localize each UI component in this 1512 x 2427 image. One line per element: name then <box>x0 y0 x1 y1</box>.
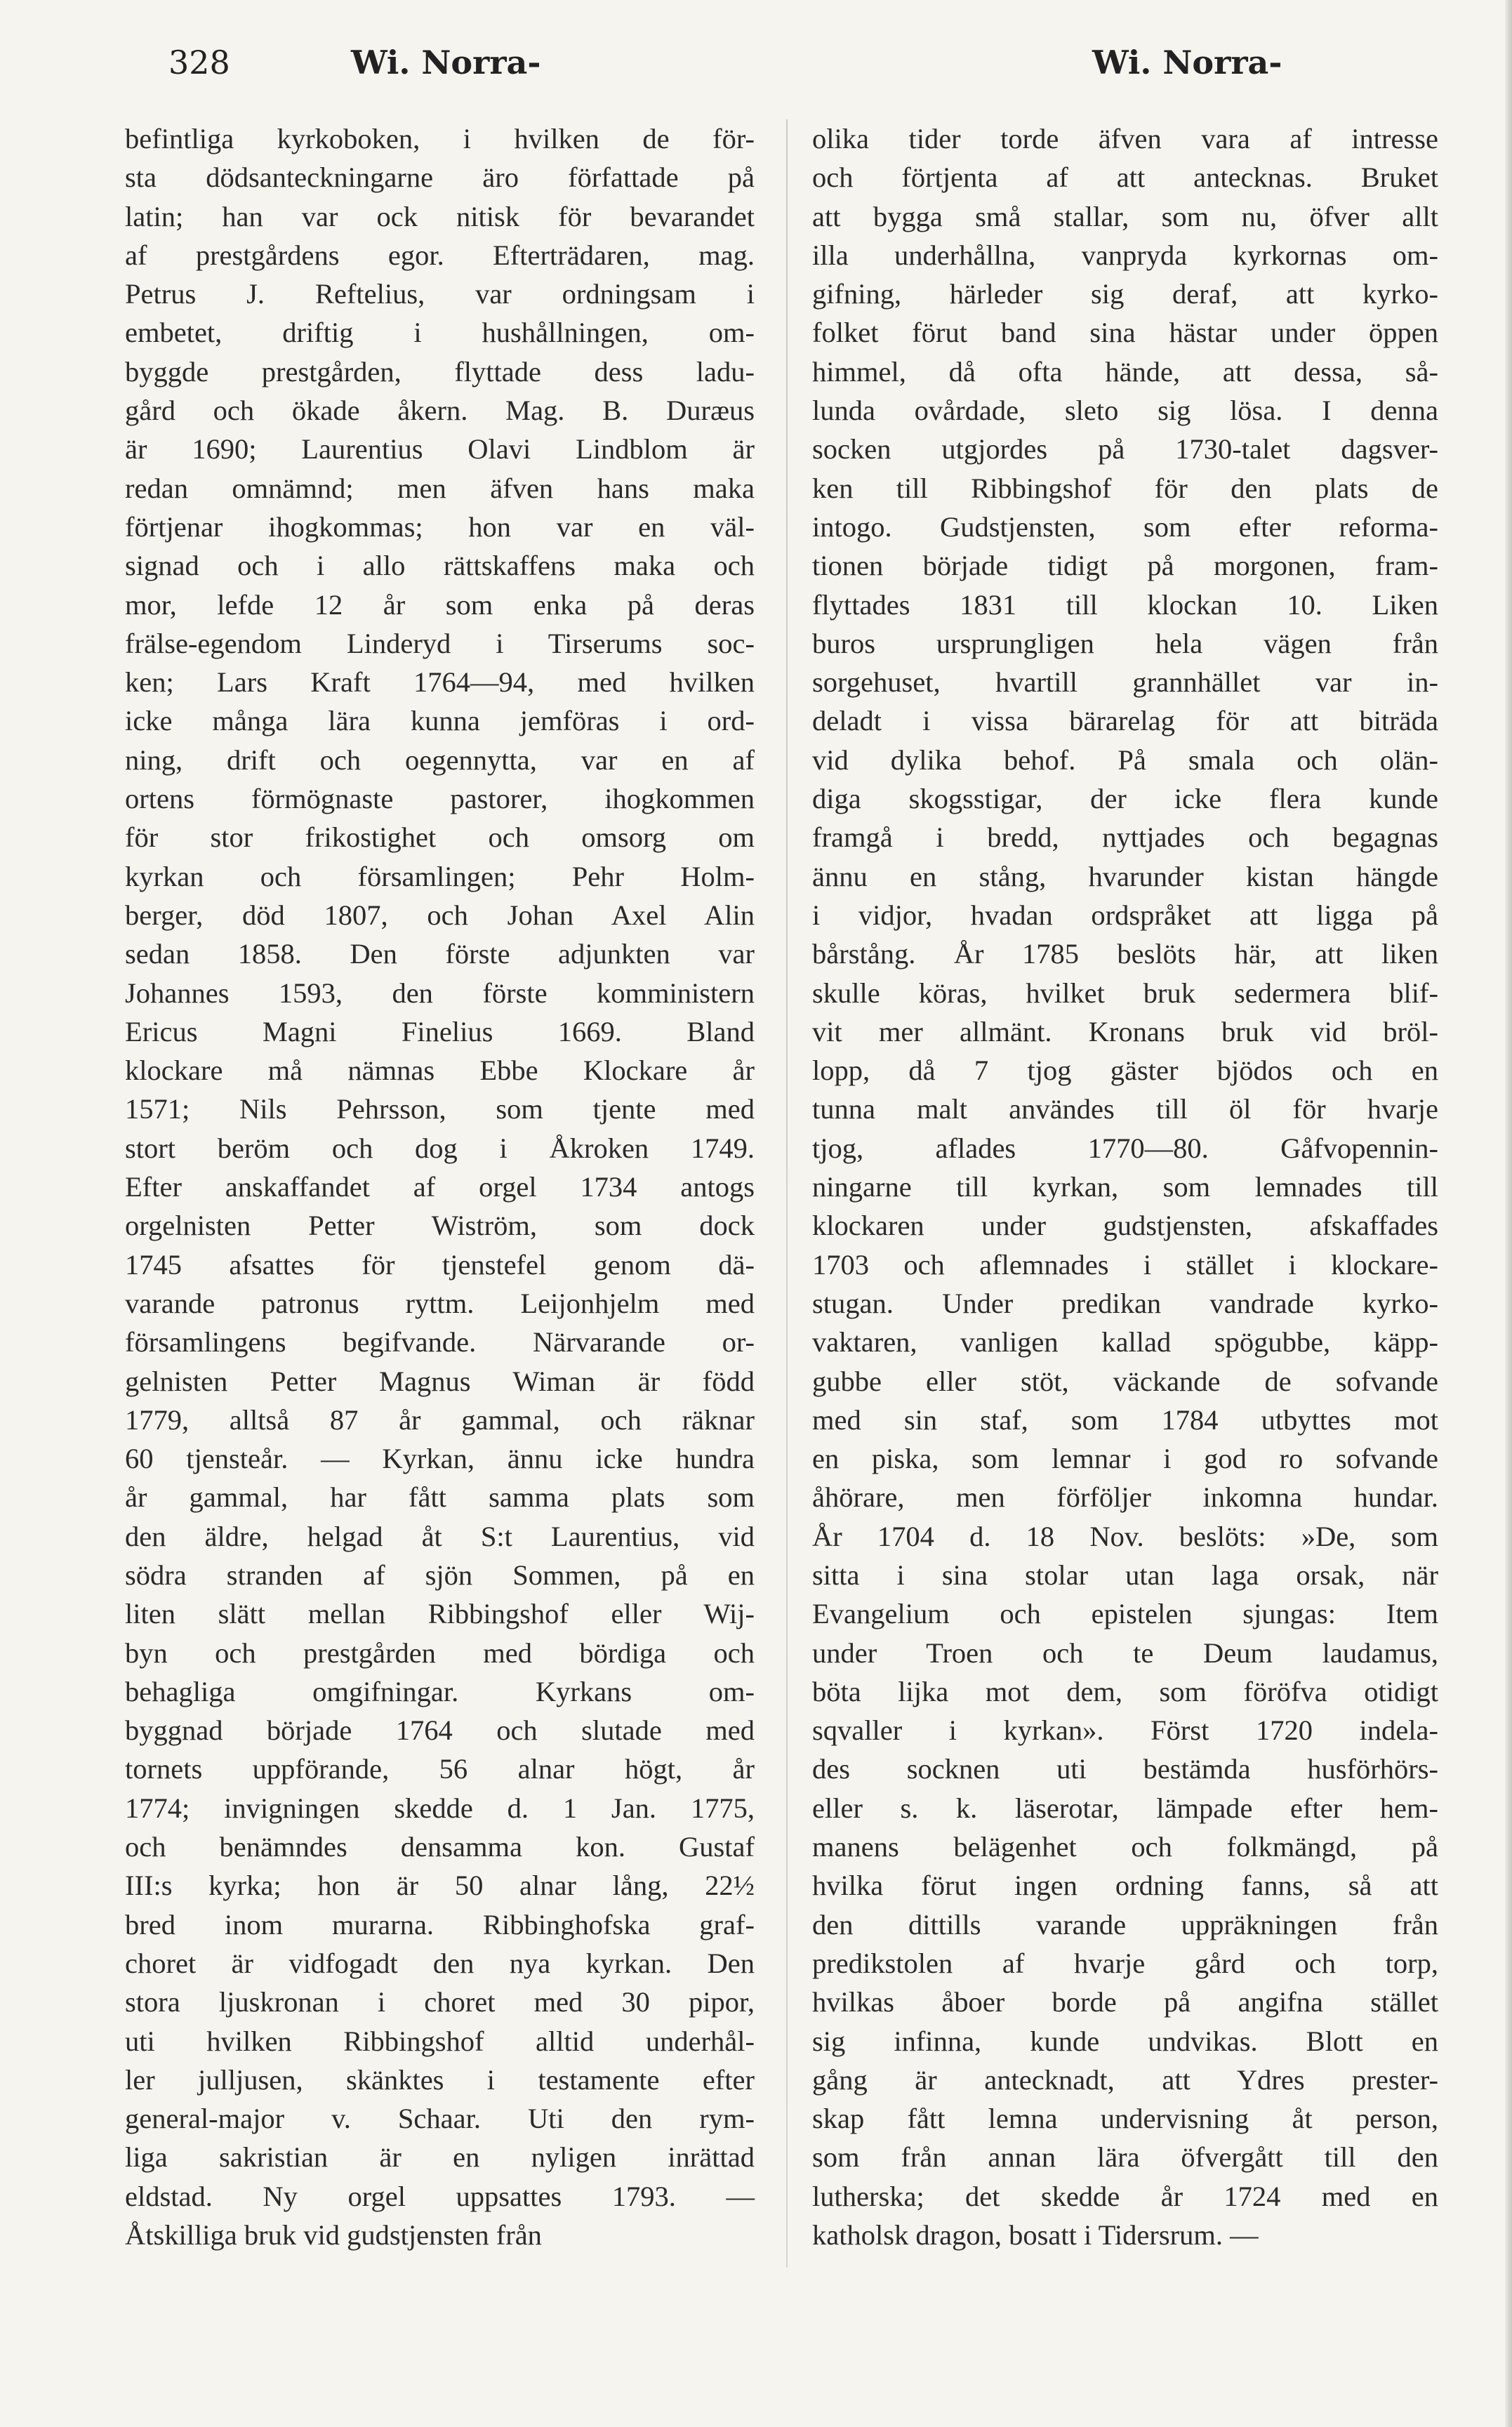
text-line: Evangelium och epistelen sjungas: Item <box>812 1598 1438 1630</box>
text-line: gifning, härleder sig deraf, att kyrko- <box>812 278 1438 310</box>
text-line: intogo. Gudstjensten, som efter reforma- <box>812 510 1438 543</box>
text-line: 1571; Nils Pehrsson, som tjente med <box>125 1093 755 1125</box>
text-line: under Troen och te Deum laudamus, <box>812 1636 1438 1669</box>
text-line: sqvaller i kyrkan». Först 1720 indela- <box>812 1714 1438 1747</box>
text-line: bred inom murarna. Ribbinghofska graf- <box>125 1908 755 1940</box>
text-line: och förtjenta af att antecknas. Bruket <box>812 161 1438 194</box>
text-line: lunda ovårdade, sleto sig lösa. I denna <box>812 395 1438 427</box>
text-line: tionen började tidigt på morgonen, fram- <box>812 550 1438 582</box>
text-line: sorgehuset, hvartill grannhället var in- <box>812 666 1438 699</box>
column-divider <box>786 119 788 2268</box>
text-line: för stor frikostighet och omsorg om <box>125 821 755 854</box>
text-line: olika tider torde äfven vara af intresse <box>812 123 1438 154</box>
text-line: sedan 1858. Den förste adjunkten var <box>125 938 755 970</box>
running-title-left: Wi. Norra- <box>351 44 541 81</box>
text-line: ken till Ribbingshof för den plats de <box>812 472 1438 504</box>
text-line: Åtskilliga bruk vid gudstjensten från <box>125 2219 542 2251</box>
text-line: stora ljuskronan i choret med 30 pipor, <box>125 1986 755 2018</box>
text-line: den dittills varande uppräkningen från <box>812 1908 1438 1940</box>
text-line: ännu en stång, hvarunder kistan hängde <box>812 860 1438 892</box>
text-line: som från annan lära öfvergått till den <box>812 2141 1438 2174</box>
text-line: vid dylika behof. På smala och olän- <box>812 743 1438 776</box>
text-line: folket förut band sina hästar under öppen <box>812 317 1438 349</box>
text-line: ken; Lars Kraft 1764—94, med hvilken <box>125 666 755 699</box>
text-line: general-major v. Schaar. Uti den rym- <box>125 2103 755 2135</box>
text-line: gelnisten Petter Magnus Wiman är född <box>125 1365 755 1397</box>
text-line: åhörare, men förföljer inkomna hundar. <box>812 1481 1438 1514</box>
text-line: år gammal, har fått samma plats som <box>125 1481 755 1514</box>
text-line: skulle köras, hvilket bruk sedermera blif- <box>812 977 1438 1009</box>
text-line: den äldre, helgad åt S:t Laurentius, vid <box>125 1520 755 1552</box>
text-line: sitta i sina stolar utan laga orsak, när <box>812 1559 1438 1591</box>
text-line: byggnad började 1764 och slutade med <box>125 1714 755 1747</box>
text-line: liga sakristian är en nyligen inrättad <box>125 2141 755 2174</box>
text-line: lutherska; det skedde år 1724 med en <box>812 2180 1438 2212</box>
text-line: choret är vidfogadt den nya kyrkan. Den <box>125 1947 755 1979</box>
text-line: ler julljusen, skänktes i testamente efter <box>125 2063 755 2096</box>
text-line: behagliga omgifningar. Kyrkans om- <box>125 1675 755 1707</box>
text-line: vit mer allmänt. Kronans bruk vid bröl- <box>812 1015 1438 1047</box>
text-line: latin; han var ock nitisk för bevarandet <box>125 200 755 232</box>
text-line: eller s. k. läserotar, lämpade efter hem- <box>812 1792 1438 1824</box>
text-line: Johannes 1593, den förste komministern <box>125 977 755 1009</box>
text-line: skap fått lemna undervisning åt person, <box>812 2103 1438 2135</box>
text-line: är 1690; Laurentius Olavi Lindblom är <box>125 433 755 465</box>
text-line: 1774; invigningen skedde d. 1 Jan. 1775, <box>125 1792 755 1824</box>
text-line: liten slätt mellan Ribbingshof eller Wij- <box>125 1598 755 1630</box>
text-line: befintliga kyrkoboken, i hvilken de för- <box>125 123 755 154</box>
text-line: af prestgårdens egor. Efterträdaren, mag. <box>125 239 755 271</box>
text-line: 60 tjensteår. — Kyrkan, ännu icke hundra <box>125 1443 755 1475</box>
text-line: klockare må nämnas Ebbe Klockare år <box>125 1054 755 1087</box>
text-line: ningarne till kyrkan, som lemnades till <box>812 1171 1438 1203</box>
text-line: diga skogsstigar, der icke flera kunde <box>812 783 1438 815</box>
text-line: klockaren under gudstjensten, afskaffades <box>812 1210 1438 1242</box>
text-line: redan omnämnd; men äfven hans maka <box>125 472 755 504</box>
text-line: uti hvilken Ribbingshof alltid underhål- <box>125 2025 755 2057</box>
text-line: gård och ökade åkern. Mag. B. Duræus <box>125 395 755 427</box>
text-line: tunna malt användes till öl för hvarje <box>812 1093 1438 1125</box>
text-line: signad och i allo rättskaffens maka och <box>125 550 755 582</box>
text-line: 1779, alltså 87 år gammal, och räknar <box>125 1403 755 1436</box>
text-line: ortens förmögnaste pastorer, ihogkommen <box>125 783 755 815</box>
text-line: sta dödsanteckningarne äro författade på <box>125 161 755 194</box>
text-line: tornets uppförande, 56 alnar högt, år <box>125 1753 755 1785</box>
text-line: en piska, som lemnar i god ro sofvande <box>812 1443 1438 1475</box>
text-line: i vidjor, hvadan ordspråket att ligga på <box>812 899 1438 931</box>
text-line: mor, lefde 12 år som enka på deras <box>125 588 755 621</box>
text-line: predikstolen af hvarje gård och torp, <box>812 1947 1438 1979</box>
text-line: byn och prestgården med bördiga och <box>125 1636 755 1669</box>
text-line: katholsk dragon, bosatt i Tidersrum. — <box>812 2219 1259 2251</box>
text-line: 1745 afsattes för tjenstefel genom dä- <box>125 1248 755 1281</box>
text-line: Ericus Magni Finelius 1669. Bland <box>125 1015 755 1047</box>
text-line: Efter anskaffandet af orgel 1734 antogs <box>125 1171 755 1203</box>
text-line: södra stranden af sjön Sommen, på en <box>125 1559 755 1591</box>
text-line: embetet, driftig i hushållningen, om- <box>125 317 755 349</box>
text-line: böta lijka mot dem, som föröfva otidigt <box>812 1675 1438 1707</box>
text-line: himmel, då ofta hände, att dessa, så- <box>812 355 1438 388</box>
text-line: flyttades 1831 till klockan 10. Liken <box>812 588 1438 621</box>
text-line: vaktaren, vanligen kallad spögubbe, käpp- <box>812 1326 1438 1358</box>
text-line: År 1704 d. 18 Nov. beslöts: »De, som <box>812 1520 1438 1552</box>
text-line: och benämndes densamma kon. Gustaf <box>125 1831 755 1863</box>
page-header <box>0 44 1512 93</box>
text-line: manens belägenhet och folkmängd, på <box>812 1831 1438 1863</box>
text-line: kyrkan och församlingen; Pehr Holm- <box>125 860 755 892</box>
page-edge <box>1505 0 1512 2427</box>
text-line: gubbe eller stöt, väckande de sofvande <box>812 1365 1438 1397</box>
text-line: tjog, aflades 1770—80. Gåfvopennin- <box>812 1132 1438 1164</box>
text-line: Petrus J. Reftelius, var ordningsam i <box>125 278 755 310</box>
text-line: gång är antecknadt, att Ydres prester- <box>812 2063 1438 2096</box>
text-line: orgelnisten Petter Wiström, som dock <box>125 1210 755 1242</box>
text-line: stort beröm och dog i Åkroken 1749. <box>125 1132 755 1164</box>
text-line: framgå i bredd, nyttjades och begagnas <box>812 821 1438 854</box>
text-line: hvilka förut ingen ordning fanns, så att <box>812 1870 1438 1902</box>
text-line: buros ursprungligen hela vägen från <box>812 627 1438 659</box>
text-line: bårstång. År 1785 beslöts här, att liken <box>812 938 1438 970</box>
text-line: att bygga små stallar, som nu, öfver allt <box>812 200 1438 232</box>
page-number: 328 <box>168 44 230 81</box>
text-line: församlingens begifvande. Närvarande or- <box>125 1326 755 1358</box>
text-line: sig infinna, kunde undvikas. Blott en <box>812 2025 1438 2057</box>
text-line: varande patronus ryttm. Leijonhjelm med <box>125 1287 755 1319</box>
text-line: lopp, då 7 tjog gäster bjödos och en <box>812 1054 1438 1087</box>
text-line: frälse-egendom Linderyd i Tirserums soc- <box>125 627 755 659</box>
text-line: illa underhållna, vanpryda kyrkornas om- <box>812 239 1438 271</box>
text-line: byggde prestgården, flyttade dess ladu- <box>125 355 755 388</box>
right-text-column <box>812 119 1438 2268</box>
running-title-right: Wi. Norra- <box>1092 44 1282 81</box>
text-line: stugan. Under predikan vandrade kyrko- <box>812 1287 1438 1319</box>
text-line: 1703 och aflemnades i stället i klockare- <box>812 1248 1438 1281</box>
text-line: förtjenar ihogkommas; hon var en väl- <box>125 510 755 543</box>
text-line: ning, drift och oegennytta, var en af <box>125 743 755 776</box>
text-line: III:s kyrka; hon är 50 alnar lång, 22½ <box>125 1870 755 1902</box>
text-line: berger, död 1807, och Johan Axel Alin <box>125 899 755 931</box>
text-line: icke många lära kunna jemföras i ord- <box>125 705 755 737</box>
left-text-column <box>125 119 755 2268</box>
text-line: eldstad. Ny orgel uppsattes 1793. — <box>125 2180 755 2212</box>
text-line: deladt i vissa bärarelag för att biträda <box>812 705 1438 737</box>
text-line: hvilkas åboer borde på angifna stället <box>812 1986 1438 2018</box>
text-line: des socknen uti bestämda husförhörs- <box>812 1753 1438 1785</box>
text-line: med sin staf, som 1784 utbyttes mot <box>812 1403 1438 1436</box>
text-line: socken utgjordes på 1730-talet dagsver- <box>812 433 1438 465</box>
